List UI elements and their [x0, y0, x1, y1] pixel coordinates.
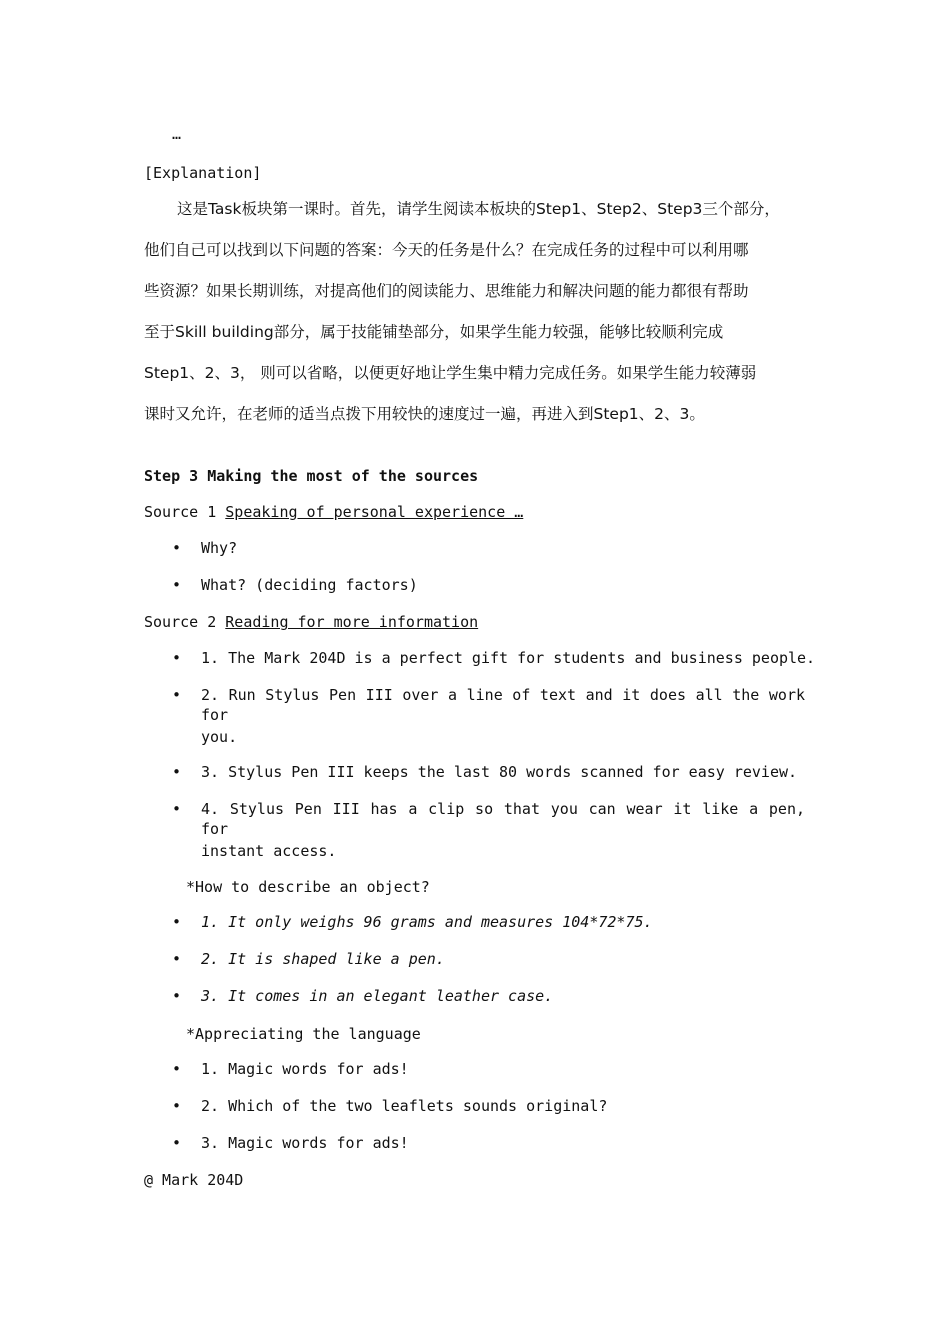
describe-item-1: 1. It only weighs 96 grams and measures 104*72*75.: [201, 913, 653, 931]
step3-heading: Step 3 Making the most of the sources: [144, 467, 479, 485]
bullet-icon: •: [172, 950, 182, 968]
explanation-line-6: 课时又允许，在老师的适当点拨下用较快的速度过一遍，再进入到Step1、2、3。: [144, 405, 705, 423]
source1-title: Speaking of personal experience …: [225, 503, 524, 521]
bullet-icon: •: [172, 987, 182, 1005]
bullet-icon: •: [172, 763, 182, 781]
explanation-line-1: 这是Task板块第一课时。首先，请学生阅读本板块的Step1、Step2、Step3三个部分，: [177, 200, 780, 218]
source2-item-3: 3. Stylus Pen III keeps the last 80 words scanned for easy review.: [201, 763, 798, 781]
source2-item-4-cont: instant access.: [201, 842, 337, 860]
source2-item-2-cont: you.: [201, 728, 238, 746]
bullet-icon: •: [172, 539, 182, 557]
source1-item-2: What? (deciding factors): [201, 576, 418, 594]
appreciate-heading: *Appreciating the language: [186, 1025, 421, 1043]
bullet-icon: •: [172, 686, 182, 704]
bullet-icon: •: [172, 1134, 182, 1152]
bullet-icon: •: [172, 649, 182, 667]
bullet-icon: •: [172, 913, 182, 931]
source2-title: Reading for more information: [225, 613, 479, 631]
ellipsis: …: [172, 125, 182, 143]
explanation-line-3: 些资源？如果长期训练，对提高他们的阅读能力、思维能力和解决问题的能力都很有帮助: [144, 282, 749, 300]
explanation-line-4: 至于Skill building部分，属于技能铺垫部分，如果学生能力较强，能够比较顺利完成: [144, 323, 724, 341]
source1-prefix: Source 1: [144, 503, 226, 521]
source1-line: [144, 502, 523, 522]
bullet-icon: •: [172, 1097, 182, 1115]
explanation-line-5: Step1、2、3， 则可以省略，以便更好地让学生集中精力完成任务。如果学生能力较薄弱: [144, 364, 757, 382]
explanation-line-2: 他们自己可以找到以下问题的答案：今天的任务是什么？在完成任务的过程中可以利用哪: [144, 241, 749, 259]
source2-item-2: 2. Run Stylus Pen III over a line of text and it does all the work for: [201, 686, 805, 724]
appreciate-item-2: 2. Which of the two leaflets sounds original?: [201, 1097, 608, 1115]
bullet-icon: •: [172, 800, 182, 818]
bullet-icon: •: [172, 576, 182, 594]
bullet-icon: •: [172, 1060, 182, 1078]
source2-line: [144, 612, 478, 632]
appreciate-item-3: 3. Magic words for ads!: [201, 1134, 409, 1152]
source2-item-4: 4. Stylus Pen III has a clip so that you can wear it like a pen, for: [201, 800, 805, 838]
source2-prefix: Source 2: [144, 613, 226, 631]
describe-item-2: 2. It is shaped like a pen.: [201, 950, 445, 968]
source2-item-1: 1. The Mark 204D is a perfect gift for students and business people.: [201, 649, 816, 667]
appreciate-item-1: 1. Magic words for ads!: [201, 1060, 409, 1078]
explanation-heading: [Explanation]: [144, 164, 262, 182]
describe-item-3: 3. It comes in an elegant leather case.: [201, 987, 554, 1005]
describe-heading: *How to describe an object?: [186, 878, 430, 896]
footer-line: @ Mark 204D: [144, 1171, 244, 1189]
source1-item-1: Why?: [201, 539, 238, 557]
